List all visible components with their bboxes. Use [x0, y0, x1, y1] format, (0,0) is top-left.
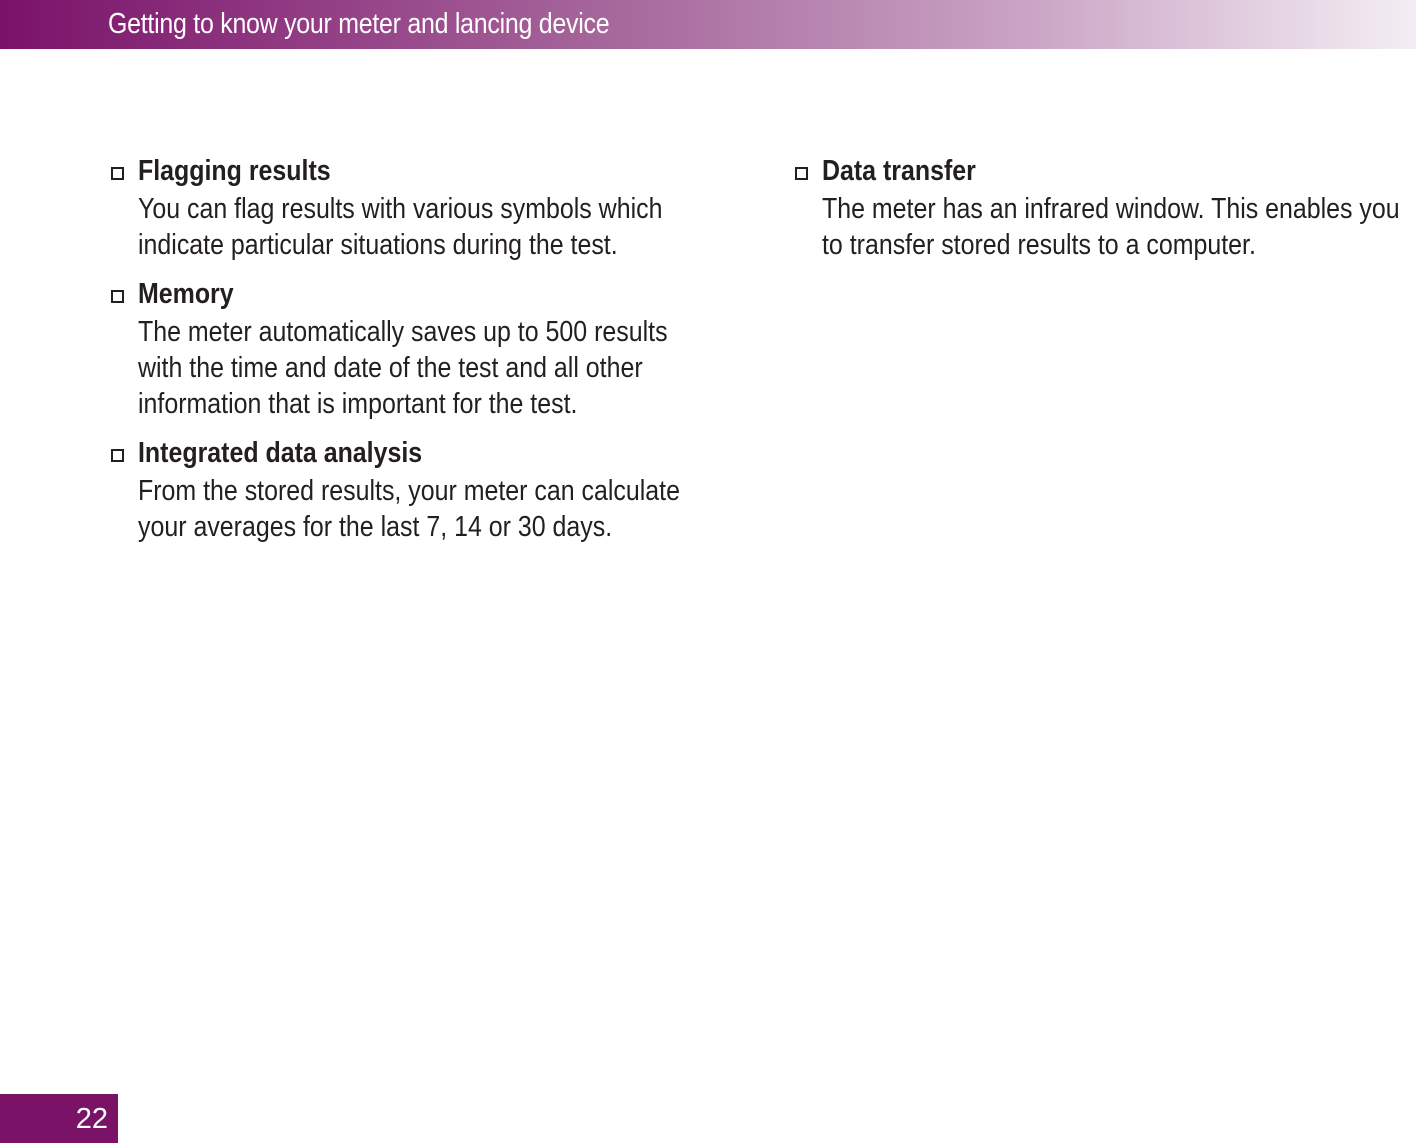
section-text-line: information that is important for the test. [138, 388, 578, 420]
square-bullet-icon [795, 167, 808, 180]
page-number-box [0, 1094, 118, 1143]
section-text-line: to transfer stored results to a computer. [822, 229, 1256, 261]
page-header-title: Getting to know your meter and lancing device [108, 8, 610, 40]
page-number: 22 [75, 1103, 108, 1135]
section-text-line: The meter automatically saves up to 500 results [138, 316, 668, 348]
section-flagging-results [108, 152, 718, 263]
section-heading: Data transfer [822, 155, 976, 187]
section-text-line: From the stored results, your meter can calculate [138, 475, 680, 507]
section-text-line: your averages for the last 7, 14 or 30 days. [138, 511, 613, 543]
right-column [792, 152, 1412, 275]
square-bullet-icon [111, 290, 124, 303]
section-text-line: with the time and date of the test and all other [138, 352, 643, 384]
section-heading: Memory [138, 278, 234, 310]
section-heading: Integrated data analysis [138, 437, 423, 469]
square-bullet-icon [111, 449, 124, 462]
header-bar [0, 0, 1416, 49]
section-text-line: You can flag results with various symbols which [138, 193, 663, 225]
section-data-transfer [792, 152, 1412, 263]
section-text-line: The meter has an infrared window. This enables you [822, 193, 1400, 225]
section-integrated-data-analysis [108, 434, 718, 545]
section-memory [108, 275, 718, 422]
square-bullet-icon [111, 167, 124, 180]
section-heading: Flagging results [138, 155, 331, 187]
section-text-line: indicate particular situations during the test. [138, 229, 618, 261]
left-column [108, 152, 718, 557]
